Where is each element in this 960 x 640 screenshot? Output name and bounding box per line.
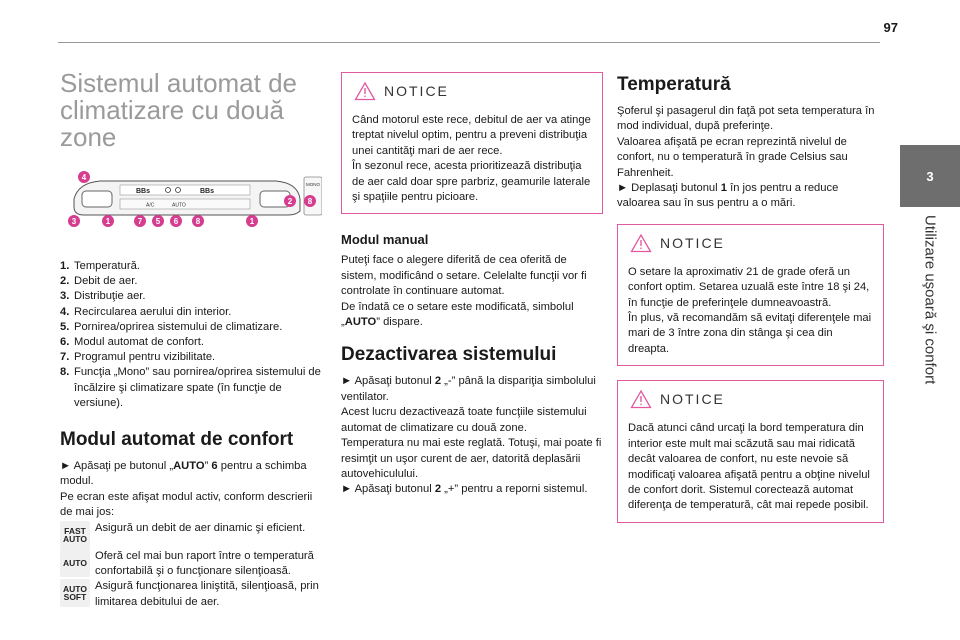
temperature-text-1: Şoferul şi pasagerul din faţă pot seta temperatura în mod individual, după preferinţe. (617, 105, 875, 133)
panel-label-ac: A/C (146, 202, 155, 209)
legend-item: 5. Pornirea/oprirea sistemului de climatizare. (60, 320, 283, 333)
mode-auto: AUTO Oferă cel mai bun raport între o temperatură confortabilă şi o funcţionare silenţioasă. (60, 549, 322, 580)
page-title: Sistemul automat de climatizare cu două zone (60, 68, 298, 152)
deactivation-note: Temperatura nu mai este reglată. Totuşi, mai poate fi resimţit un uşor curent de aer, datorită deplasării autovehiculului. (341, 437, 602, 480)
mode-auto-soft: AUTO SOFT Asigură funcţionarea liniştită, silenţioasă, prin limitarea debitului de aer. (60, 579, 322, 610)
auto-mode-description: Pe ecran este afişat modul activ, conform descrierii de mai jos: (60, 490, 313, 519)
callout-1-right: 1 (249, 217, 255, 226)
notice-text: O setare la aproximativ 21 de grade oferă un confort optim. Setarea uzuală este între 18 şi 24, în funcţie de preferinţele dumneavoastră. În plus, vă recomandăm să evitaţi diferenţele mai mari de 3 între zona din stânga şi cea din dreapta. (628, 265, 872, 355)
callout-1-left: 1 (105, 217, 111, 226)
auto-icon: AUTO (60, 549, 90, 577)
warning-triangle-icon (354, 81, 376, 101)
notice-text: Dacă atunci când urcaţi la bord temperatura din interior este mult mai scăzută sau mai ridicată decât valoarea de confort, nu este nevoie să modificaţi valoarea afişată pentru a obţine nivelul de confort dorit. Sistemul corectează automat diferenţa de temperatură, cât mai repede posibil. (628, 422, 870, 512)
notice-box-cold-engine (341, 72, 603, 214)
notice-label: NOTICE (384, 83, 449, 99)
warning-triangle-icon (630, 233, 652, 253)
manual-mode-text: Puteţi face o alegere diferită de cea oferită de sistem, modificând o setare. Celelalte funcţii vor fi controlate în continuare automat. (341, 254, 587, 298)
restart-step: ► Apăsaţi butonul 2 „+” pentru a reporni sistemul. (341, 483, 588, 496)
notice-box-auto-correction (617, 380, 884, 522)
callout-2: 2 (287, 197, 293, 206)
page-number: 97 (883, 20, 898, 35)
auto-mode-heading: Modul automat de confort (60, 429, 294, 451)
column-1 (60, 70, 322, 610)
legend-item: 3. Distribuţie aer. (60, 290, 146, 303)
warning-triangle-icon (630, 389, 652, 409)
legend-item: 2. Debit de aer. (60, 275, 138, 288)
temperature-step: ► Deplasaţi butonul 1 în jos pentru a reduce valoarea sau în sus pentru a o mări. (617, 182, 839, 210)
climate-panel-illustration (60, 171, 322, 231)
column-2 (341, 72, 603, 498)
mode-fast-auto: FAST AUTO Asigură un debit de aer dinamic şi eficient. (60, 521, 322, 549)
chapter-tab[interactable]: 3 (900, 145, 960, 207)
manual-mode-auto-note: De îndată ce o setare este modificată, simbolul „AUTO” dispare. (341, 300, 574, 329)
callout-8-bottom: 8 (195, 217, 201, 226)
notice-text: Când motorul este rece, debitul de aer va atinge treptat nivelul optim, pentru a preveni distribuţia unei cantităţi mari de aer rece. În sezonul rece, acesta prioritizează distribuţia de aer cald doar spre parbriz, geamurile laterale şi spaţiile pentru picioare. (352, 114, 591, 204)
legend-item: 8. Funcţia „Mono” sau pornirea/oprirea sistemului de încălzire şi climatizare spate (în funcţie de versiune). (60, 366, 321, 409)
manual-mode-heading: Modul manual (341, 232, 429, 248)
chapter-title (906, 215, 954, 575)
panel-label-bbs-left: BBs (136, 188, 151, 195)
legend-item: 1. Temperatură. (60, 260, 140, 272)
notice-label: NOTICE (660, 391, 725, 408)
deactivation-step-1: ► Apăsaţi butonul 2 „-” până la dispariţia simbolului ventilator. (341, 375, 596, 403)
chapter-title-text: Utilizare uşoară şi confort (921, 215, 939, 385)
callout-3: 3 (71, 217, 77, 226)
callout-8-right: 8 (307, 197, 313, 206)
callout-4: 4 (81, 173, 87, 182)
column-3 (617, 70, 884, 523)
callout-7: 7 (137, 217, 143, 226)
callout-6: 6 (173, 217, 179, 226)
fast-auto-icon: FAST AUTO (60, 521, 90, 549)
legend-item: 4. Recircularea aerului din interior. (60, 305, 232, 318)
auto-soft-icon: AUTO SOFT (60, 579, 90, 607)
deactivation-heading: Dezactivarea sistemului (341, 344, 557, 366)
notice-label: NOTICE (660, 234, 725, 251)
deactivation-effect: Acest lucru dezactivează toate funcţiile sistemului automat de climatizare cu două zone. (341, 406, 587, 434)
panel-label-auto: AUTO (172, 202, 186, 209)
panel-label-bbs-right: BBs (200, 188, 215, 195)
legend-item: 6. Modul automat de confort. (60, 336, 204, 349)
auto-mode-instruction: ► Apăsaţi pe butonul „AUTO” 6 pentru a schimba modul. (60, 460, 307, 488)
climate-panel-svg (60, 171, 322, 231)
temperature-heading: Temperatură (617, 74, 731, 95)
temperature-text-2: Valoarea afişată pe ecran reprezintă nivelul de confort, nu o temperatură în grade Celsius sau Fahrenheit. (617, 135, 848, 179)
panel-label-mono: MONO (306, 182, 320, 187)
callout-5: 5 (155, 217, 161, 226)
legend-item: 7. Programul pentru vizibilitate. (60, 351, 216, 364)
notice-box-comfort-setting (617, 224, 884, 366)
header-rule (58, 42, 880, 43)
control-legend (60, 259, 322, 411)
